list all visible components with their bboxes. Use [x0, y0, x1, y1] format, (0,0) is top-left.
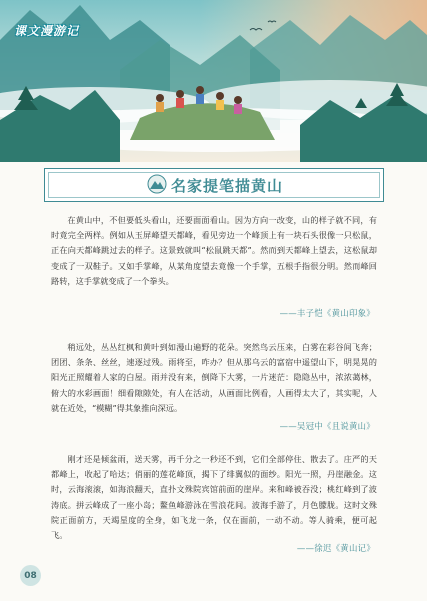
excerpt-2-attribution: ——吴冠中《且说黄山》 — [279, 421, 375, 431]
mountain-icon — [147, 174, 167, 194]
excerpt-3-attribution: ——徐迟《黄山记》 — [296, 543, 375, 553]
section-title-banner — [44, 168, 384, 202]
excerpt-3-text: 刚才还是倾盆雨，送天雾，再千分之一秒还不到，它们全部停住、散去了。庄严的天都峰上，收起了哈达；俏丽的莲花峰顶，揭下了绯翼似的面纱。阳光一照，丹崖融金。这时，云海滚滚，如海浪翻天，直扑文殊院宾馆前面的崖岸。来和峰被吞没；桃红峰到了波涛底。拼云峰成了一座小岛；鳌鱼峰游泳在雪浪花间。波海手游了，月色朦胧。这时文殊院正面前方，天竭星度的全身，如飞龙一条，仅在面前，一动不动。等人骑乘，便可起飞。 — [51, 454, 377, 541]
excerpt-2-text: 稍远处，丛丛红枫和黄叶到如漫山遍野的花朵。突然鸟云压来，白雾在彩谷间飞奔；团团、条条、丝丝，速逐过残。雨将至，咋办？但从那乌云的富宿中遥望山下，明晃晃的阳光正照耀着人家的白屋。雨并没有来，倒降下大雾，一片迷茫：隐隐丛中，浓浓蔼林，俯大的水彩画面！细看隙隙处，有人在活动，从画面比例看，人画得太大了，其实呢，人就在近处，“模糊”得其象推向深远。 — [51, 342, 377, 413]
page-number: 08 — [20, 565, 41, 586]
excerpt-1-text: 在黄山中，不但要低头看山，还要面面看山。因为方向一改变，山的样子就不同，有时竟完全两样。例如从玉屏峰望天都峰，看见旁边一个峰顶上有一块石头很像一只松鼠，正在向天都峰跳过去的样子。这景致就叫“松鼠跳天都”。然而到天都峰上望去，这松鼠却变成了一双鞋子。又如手掌峰，从某角度望去竟像一个手掌，五根手指很分明。然而峰回路转，这手掌就变成了一个拳头。 — [51, 215, 377, 286]
hero-illustration — [0, 0, 427, 162]
section-title: 名家提笔描黄山 — [171, 177, 284, 195]
brand-logo-text: 课文漫游记 — [14, 24, 80, 38]
excerpt-1-attribution: ——丰子恺《黄山印象》 — [279, 308, 375, 318]
